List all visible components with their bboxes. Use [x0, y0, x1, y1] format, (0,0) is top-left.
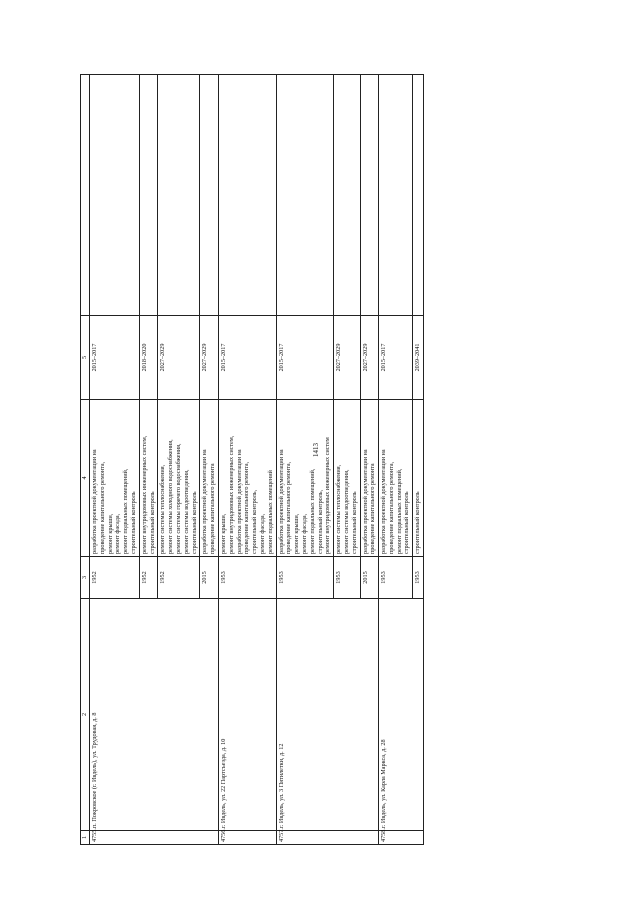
header-col-1: 1 — [81, 831, 90, 845]
empty-cell — [200, 75, 219, 316]
work-year: 1953 — [276, 557, 334, 599]
work-items — [139, 400, 158, 557]
work-items — [413, 400, 424, 557]
work-item: ремонт фасада, — [300, 513, 308, 554]
work-item: проведение капитального ремонта — [209, 463, 217, 554]
work-item: проведение капитального ремонта, — [285, 461, 293, 554]
work-item: строительный контроль — [350, 491, 358, 554]
header-row — [81, 75, 90, 845]
work-item: строительный контроль — [148, 491, 156, 554]
work-item: ремонт подвальных помещений — [266, 470, 274, 554]
header-col-3: 3 — [81, 557, 90, 599]
work-period: 2015–2017 — [90, 316, 140, 400]
work-items — [158, 400, 200, 557]
work-item: разработка проектной документации на — [235, 449, 243, 554]
repair-schedule-table — [80, 74, 424, 845]
work-item: разработка проектной документации на — [380, 449, 388, 554]
work-year: 1952 — [158, 557, 200, 599]
table-row — [379, 75, 413, 845]
work-item: ремонт подвальных помещений, — [122, 468, 130, 554]
work-item: ремонт подвальных помещений, — [395, 468, 403, 554]
row-number: 4756. — [218, 831, 276, 845]
header-col-4: 4 — [81, 400, 90, 557]
row-number: 4758. — [379, 831, 424, 845]
header-col-5: 5 — [81, 316, 90, 400]
work-items — [200, 400, 219, 557]
work-item: ремонт внутридомовых инженерных систем, — [227, 435, 235, 554]
rotated-table-container — [80, 75, 566, 845]
work-item: ремонт системы водоотведения, — [342, 469, 350, 554]
empty-cell — [360, 75, 379, 316]
work-item: разработка проектной документации на — [201, 449, 209, 554]
work-item: проведение капитального ремонта, — [98, 461, 106, 554]
work-item: строительный контроль, — [316, 489, 324, 554]
work-item: проведение капитального ремонта, — [387, 461, 395, 554]
work-item: ремонт системы горячего водоснабжения, — [174, 443, 182, 554]
work-items — [276, 400, 334, 557]
work-item: ремонт системы теплоснабжения, — [159, 464, 167, 554]
row-number: 4755. — [90, 831, 219, 845]
work-period: 2015–2017 — [218, 316, 276, 400]
table-row — [218, 75, 276, 845]
work-item: ремонт внутридомовых инженерных систем — [324, 437, 332, 554]
work-items — [334, 400, 360, 557]
empty-cell — [90, 75, 140, 316]
work-period: 2018–2020 — [139, 316, 158, 400]
work-year: 2015 — [360, 557, 379, 599]
work-item: ремонт системы водоотведения, — [182, 469, 190, 554]
work-period: 2015–2017 — [379, 316, 413, 400]
work-period: 2027–2029 — [158, 316, 200, 400]
table-body — [90, 75, 424, 845]
table-row — [90, 75, 140, 845]
work-item: строительный контроль, — [251, 489, 259, 554]
work-item: разработка проектной документации на — [277, 449, 285, 554]
table-row — [276, 75, 334, 845]
work-item: ремонт крыши, — [106, 513, 114, 554]
work-item: ремонт системы теплоснабжения, — [335, 464, 343, 554]
work-item: строительный контроль — [414, 491, 422, 554]
work-item: проведение капитального ремонта — [369, 463, 377, 554]
work-items — [360, 400, 379, 557]
empty-cell — [334, 75, 360, 316]
empty-cell — [218, 75, 276, 316]
row-number: 4757. — [276, 831, 379, 845]
empty-cell — [413, 75, 424, 316]
work-item: ремонт крыши, — [293, 513, 301, 554]
row-address: п. Покровское (г. Ивдель), ул. Трудовая, д. 8 — [90, 599, 219, 831]
work-year: 1953 — [413, 557, 424, 599]
header-col-empty — [81, 75, 90, 316]
work-year: 1952 — [90, 557, 140, 599]
work-period: 2027–2029 — [334, 316, 360, 400]
row-address: г. Ивдель, ул. 22 Партсъезда, д. 10 — [218, 599, 276, 831]
work-item: строительный контроль — [129, 491, 137, 554]
work-items — [379, 400, 413, 557]
work-item: проведение капитального ремонта, — [243, 461, 251, 554]
row-address: г. Ивдель, ул. Карла Маркса, д. 28 — [379, 599, 424, 831]
empty-cell — [139, 75, 158, 316]
work-year: 1953 — [334, 557, 360, 599]
header-col-2: 2 — [81, 599, 90, 831]
work-item: разработка проектной документации на — [91, 449, 98, 554]
work-items — [218, 400, 276, 557]
work-item: строительный контроль — [403, 491, 411, 554]
empty-cell — [379, 75, 413, 316]
work-item: ремонт внутридомовых инженерных систем, — [140, 435, 148, 554]
work-item: ремонт фасада, — [258, 513, 266, 554]
work-year: 1952 — [139, 557, 158, 599]
empty-cell — [158, 75, 200, 316]
work-period: 2039–2041 — [413, 316, 424, 400]
work-year: 1953 — [218, 557, 276, 599]
work-item: ремонт фасада, — [114, 513, 122, 554]
empty-cell — [276, 75, 334, 316]
page-number: 1413 — [312, 443, 320, 457]
work-period: 2027–2029 — [200, 316, 219, 400]
work-period: 2027–2029 — [360, 316, 379, 400]
work-period: 2015–2017 — [276, 316, 334, 400]
work-year: 2015 — [200, 557, 219, 599]
work-item: ремонт крыши, — [219, 513, 227, 554]
work-item: разработка проектной документации на — [361, 449, 369, 554]
work-item: ремонт системы холодного водоснабжения, — [167, 439, 175, 554]
work-item: строительный контроль — [190, 491, 198, 554]
work-year: 1953 — [379, 557, 413, 599]
work-items — [90, 400, 140, 557]
work-item: ремонт подвальных помещений, — [308, 468, 316, 554]
row-address: г. Ивдель, ул. 3 Пятилетки, д. 12 — [276, 599, 379, 831]
